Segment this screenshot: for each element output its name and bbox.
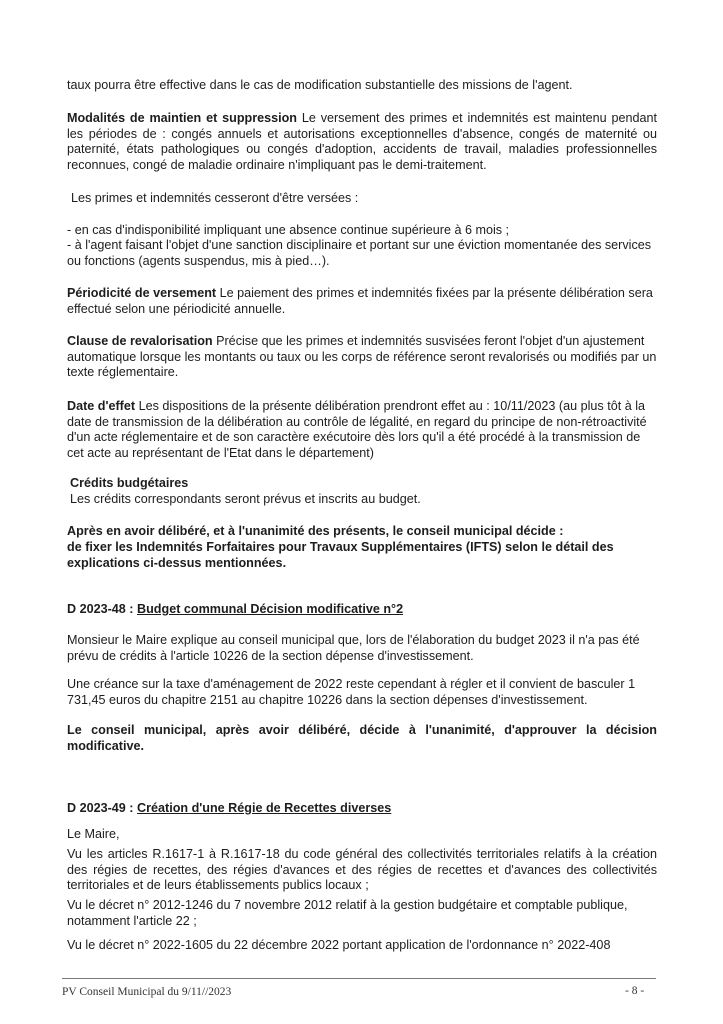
- deliberation-49-title-text: Création d'une Régie de Recettes diverses: [137, 801, 392, 815]
- footer-divider: [62, 978, 656, 979]
- paragraph-revalorisation: [67, 334, 657, 381]
- paragraph-taux: taux pourra être effective dans le cas de modification substantielle des missions de l'agent.: [67, 78, 573, 92]
- paragraph-periodicite: [67, 286, 657, 317]
- deliberation-48-decision: Le conseil municipal, après avoir délibéré, décide à l'unanimité, d'approuver la décision modificative.: [67, 723, 657, 753]
- deliberation-49-vu-1: Vu les articles R.1617-1 à R.1617-18 du code général des collectivités territoriales relatifs à la création des régies de recettes, des régies d'avances et des régies de recettes et d'avances des collectivités territoriales et de leurs établissements publics locaux ;: [67, 847, 657, 892]
- cessation-item-1: - en cas d'indisponibilité impliquant une absence continue supérieure à 6 mois ;: [67, 223, 510, 237]
- deliberation-49-vu-3: Vu le décret n° 2022-1605 du 22 décembre 2022 portant application de l'ordonnance n° 2022-408: [67, 938, 611, 952]
- decision-ifts-line2: de fixer les Indemnités Forfaitaires pour Travaux Supplémentaires (IFTS) selon le détail des explications ci-dessus mentionnées.: [67, 540, 614, 570]
- decision-ifts-line1: Après en avoir délibéré, et à l'unanimité des présents, le conseil municipal décide :: [67, 524, 564, 538]
- heading-date-effet: Date d'effet: [67, 399, 136, 413]
- text-maintien: Le versement des primes et indemnités est maintenu pendant les périodes de : congés annuels et autorisations exceptionnelles d'absence, congés de maternité ou paternité, états pathologiques ou congés d'adoption, accidents de travail, maladies professionnelles reconnues, congé de maladie ordinaire n'impliquant pas le demi-traitement.: [67, 111, 657, 172]
- text-date-effet: Les dispositions de la présente délibération prendront effet au : 10/11/2023 (au plus tôt à la date de transmission de la délibération au contrôle de légalité, en regard du principe de non-rétroactivité d'un acte réglementaire et de son caractère exécutoire dès lors qu'il a été procédé à la transmission de cet acte au représentant de l'Etat dans le département): [67, 399, 647, 460]
- deliberation-48-number: D 2023-48 :: [67, 602, 138, 616]
- heading-periodicite: Périodicité de versement: [67, 286, 217, 300]
- paragraph-maintien: [67, 111, 657, 173]
- text-periodicite: Le paiement des primes et indemnités fixées par la présente délibération sera effectué selon une périodicité annuelle.: [67, 286, 653, 316]
- heading-maintien: Modalités de maintien et suppression: [67, 111, 297, 125]
- heading-revalorisation: Clause de revalorisation: [67, 334, 213, 348]
- deliberation-48-paragraph-1: Monsieur le Maire explique au conseil municipal que, lors de l'élaboration du budget 2023 il n'a pas été prévu de crédits à l'article 10226 de la section dépense d'investissement.: [67, 633, 640, 663]
- heading-credits: Crédits budgétaires: [70, 476, 189, 490]
- text-credits: Les crédits correspondants seront prévus et inscrits au budget.: [70, 492, 421, 506]
- deliberation-2023-49-title: [67, 801, 657, 817]
- cessation-intro: Les primes et indemnités cesseront d'être versées :: [71, 191, 359, 205]
- deliberation-49-maire: Le Maire,: [67, 827, 120, 841]
- deliberation-2023-48-title: [67, 602, 657, 618]
- deliberation-48-title-text: Budget communal Décision modificative n°2: [137, 602, 404, 616]
- cessation-item-2: - à l'agent faisant l'objet d'une sanction disciplinaire et portant sur une éviction momentanée des services ou fonctions (agents suspendus, mis à pied…).: [67, 238, 652, 268]
- paragraph-date-effet: [67, 399, 657, 461]
- footer-document-title: PV Conseil Municipal du 9/11//2023: [62, 986, 232, 998]
- text-revalorisation: Précise que les primes et indemnités susvisées feront l'objet d'un ajustement automatique lorsque les montants ou taux ou les corps de référence seront revalorisés ou modifiés par un texte réglementaire.: [67, 334, 657, 379]
- deliberation-48-paragraph-2: Une créance sur la taxe d'aménagement de 2022 reste cependant à régler et il convient de basculer 1 731,45 euros du chapitre 2151 au chapitre 10226 dans la section dépenses d'investissement.: [67, 677, 636, 707]
- deliberation-49-vu-2: Vu le décret n° 2012-1246 du 7 novembre 2012 relatif à la gestion budgétaire et comptable publique, notamment l'article 22 ;: [67, 898, 628, 928]
- footer-page-number: - 8 -: [625, 985, 645, 997]
- deliberation-49-number: D 2023-49 :: [67, 801, 138, 815]
